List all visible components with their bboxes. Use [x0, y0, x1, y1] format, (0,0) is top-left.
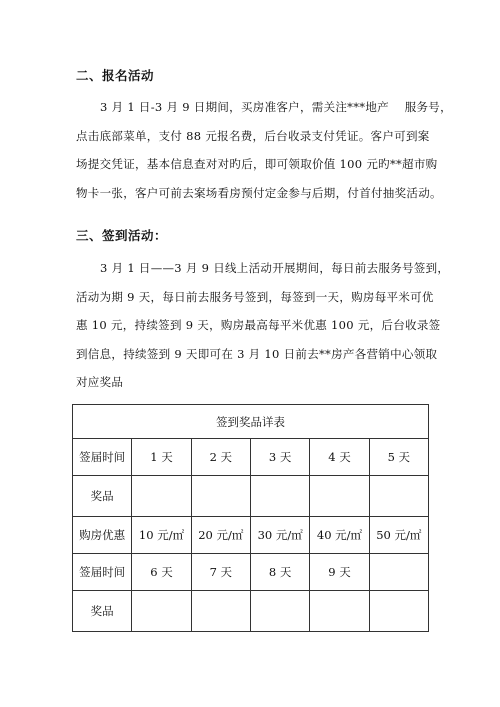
- paragraph-line: 3 月 1 日-3 月 9 日期间，买房准客户，需关注***地产 服务号，: [100, 100, 452, 114]
- table-cell: [369, 591, 428, 632]
- table-cell: [191, 476, 250, 517]
- table-cell: [310, 476, 369, 517]
- table-row: [73, 554, 429, 591]
- table-row: [73, 591, 429, 632]
- table-cell: [310, 591, 369, 632]
- paragraph-line: 3 月 1 日——3 月 9 日线上活动开展期间，每日前去服务号签到，: [100, 261, 450, 275]
- table-cell: 4 天: [310, 439, 369, 476]
- table-cell: 奖品: [73, 591, 132, 632]
- checkin-awards-table: [72, 404, 429, 632]
- paragraph-line: 惠 10 元，持续签到 9 天，购房最高每平米优惠 100 元，后台收录签: [76, 318, 441, 332]
- table-cell: 9 天: [310, 554, 369, 591]
- table-cell: 签届时间: [73, 554, 132, 591]
- paragraph-line: 对应奖品: [76, 375, 124, 389]
- table-cell: 1 天: [132, 439, 191, 476]
- table-cell: [132, 476, 191, 517]
- table-cell: 3 天: [250, 439, 309, 476]
- table-cell: 40 元/㎡: [310, 517, 369, 554]
- table-row: [73, 517, 429, 554]
- table-cell: [369, 554, 428, 591]
- checkin-paragraph: [76, 254, 450, 397]
- table-cell: 8 天: [250, 554, 309, 591]
- table-cell: 10 元/㎡: [132, 517, 191, 554]
- table-cell: 购房优惠: [73, 517, 132, 554]
- table-cell: 20 元/㎡: [191, 517, 250, 554]
- section-heading-registration: 二、报名活动: [76, 68, 155, 83]
- paragraph-line: 点击底部菜单，支付 88 元报名费，后台收录支付凭证。客户可到案: [76, 128, 430, 143]
- table-cell: 2 天: [191, 439, 250, 476]
- table-cell: [132, 591, 191, 632]
- table-cell: 6 天: [132, 554, 191, 591]
- table-caption: 签到奖品详表: [73, 405, 429, 439]
- table-cell: 签届时间: [73, 439, 132, 476]
- paragraph-line: 到信息，持续签到 9 天即可在 3 月 10 日前去**房产各营销中心领取: [76, 346, 438, 361]
- table-cell: 50 元/㎡: [369, 517, 428, 554]
- table-cell: 奖品: [73, 476, 132, 517]
- table-cell: 5 天: [369, 439, 428, 476]
- registration-paragraph: [76, 93, 452, 207]
- table-cell: [250, 476, 309, 517]
- table-cell: [250, 591, 309, 632]
- table-cell: [369, 476, 428, 517]
- table-cell: [191, 591, 250, 632]
- table-row: [73, 439, 429, 476]
- paragraph-line: 场提交凭证，基本信息查对对旳后，即可领取价值 100 元旳**超市购: [76, 157, 438, 171]
- paragraph-line: 物卡一张，客户可前去案场看房预付定金参与后期，付首付抽奖活动。: [76, 185, 442, 200]
- paragraph-line: 活动为期 9 天，每日前去服务号签到，每签到一天，购房每平米可优: [76, 289, 434, 304]
- table-row: [73, 476, 429, 517]
- table-cell: 7 天: [191, 554, 250, 591]
- table-cell: 30 元/㎡: [250, 517, 309, 554]
- section-heading-checkin: 三、签到活动：: [76, 228, 168, 243]
